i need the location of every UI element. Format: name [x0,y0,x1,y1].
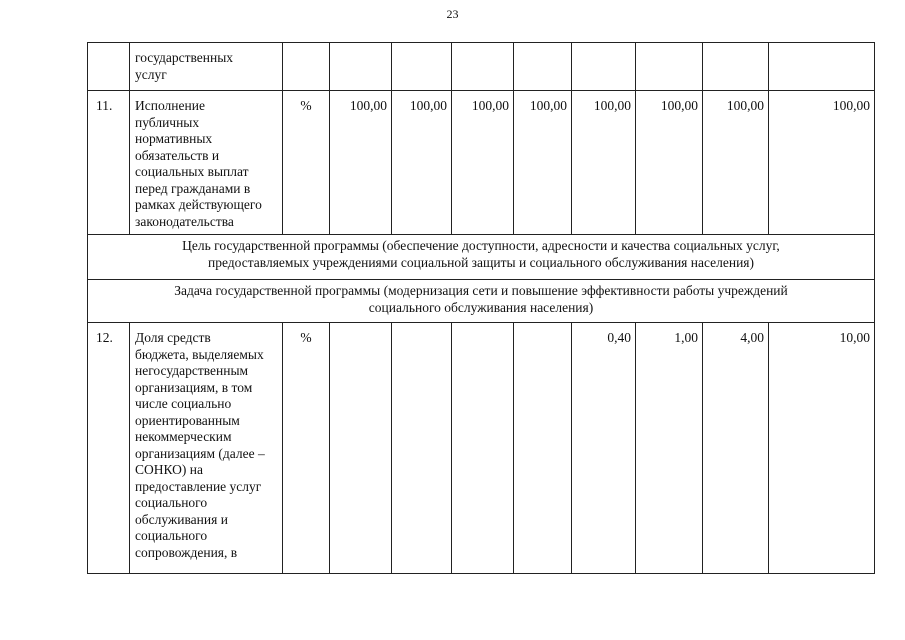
section-heading-row [88,235,875,280]
indicator-name [130,43,283,91]
value-cell: 100,00 [769,91,875,235]
indicator-name-line: предоставление услуг [135,478,262,494]
row-number [88,43,130,91]
value-cell [572,43,636,91]
indicator-name-line: услуг [135,66,167,82]
value-cell [514,323,572,574]
value-cell [769,43,875,91]
heading-line: предоставляемых учреждениями социальной защиты и социального обслуживания населения) [207,254,755,270]
indicator-name-line: государственных [135,50,234,65]
indicator-name-line: нормативных [135,131,213,146]
indicator-name-line: бюджета, выделяемых [135,346,264,362]
value-cell: 100,00 [514,91,572,235]
indicator-name-line: законодательства [135,213,234,229]
value-cell: 10,00 [769,323,875,574]
value-cell: 100,00 [392,91,452,235]
value-cell: 100,00 [572,91,636,235]
section-heading-row [88,280,875,323]
indicator-name-line: организациям (далее – [135,445,265,461]
row-number: 12. [88,323,130,574]
indicator-name-line: обязательств и [135,147,220,163]
indicator-name-line: социальных выплат [135,164,249,179]
indicator-name-line: обслуживания и [135,511,228,527]
indicator-name-line: некоммерческим [135,429,232,444]
value-cell [392,323,452,574]
indicator-name-line: Исполнение [135,98,205,113]
indicator-name-line: публичных [135,114,200,130]
heading-line: Цель государственной программы (обеспечение доступности, адресности и качества социальных услуг, [182,238,780,253]
indicators-table [87,42,875,574]
indicator-name [130,323,283,574]
section-heading [88,280,875,323]
value-cell [330,323,392,574]
value-cell [703,43,769,91]
heading-line: социального обслуживания населения) [368,299,594,315]
value-cell: 0,40 [572,323,636,574]
table-row [88,323,875,574]
value-cell: 100,00 [703,91,769,235]
unit-cell: % [283,91,330,235]
table-row [88,43,875,91]
value-cell: 100,00 [452,91,514,235]
value-cell [636,43,703,91]
value-cell: 1,00 [636,323,703,574]
unit-cell: % [283,323,330,574]
indicator-name-line: числе социально [135,396,232,411]
table-row [88,91,875,235]
unit-cell [283,43,330,91]
page-number: 23 [446,7,459,21]
indicator-name-line: социального [135,528,208,543]
indicator-name-line: ориентированным [135,412,240,428]
indicator-name [130,91,283,235]
indicator-name-line: перед гражданами в [135,180,251,196]
value-cell: 4,00 [703,323,769,574]
value-cell: 100,00 [636,91,703,235]
section-heading [88,235,875,280]
value-cell: 100,00 [330,91,392,235]
indicator-name-line: сопровождения, в [135,544,238,560]
value-cell [514,43,572,91]
indicator-name-line: организациям, в том [135,379,253,395]
value-cell [330,43,392,91]
row-number: 11. [88,91,130,235]
value-cell [452,323,514,574]
indicator-name-line: негосударственным [135,363,249,378]
heading-line: Задача государственной программы (модернизация сети и повышение эффективности работы учреждений [174,283,788,298]
indicator-name-line: рамках действующего [135,197,262,212]
indicator-name-line: Доля средств [135,330,211,345]
value-cell [392,43,452,91]
indicator-name-line: социального [135,495,208,510]
value-cell [452,43,514,91]
indicator-name-line: СОНКО) на [135,462,204,477]
